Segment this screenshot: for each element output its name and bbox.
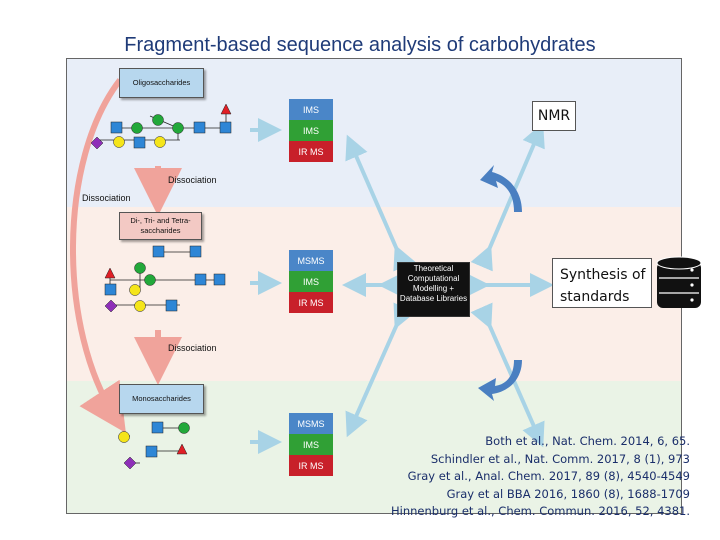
theory-arrow-down bbox=[350, 322, 398, 430]
reference-1: Both et al., Nat. Chem. 2014, 6, 65. bbox=[485, 434, 690, 448]
method-ims-mid: IMS bbox=[289, 271, 333, 292]
dissociation-label-1: Dissociation bbox=[168, 175, 217, 185]
method-ims-top-1: IMS bbox=[289, 99, 333, 120]
stage-monosaccharides-label: Monosaccharides bbox=[132, 394, 191, 403]
dissociation-label-left: Dissociation bbox=[82, 193, 131, 203]
synthesis-label: Synthesis of standards bbox=[560, 267, 646, 305]
stage-monosaccharides bbox=[119, 384, 204, 414]
reference-2: Schindler et al., Nat. Comm. 2017, 8 (1), 973 bbox=[430, 451, 690, 466]
references bbox=[391, 433, 690, 521]
reference-5: Hinnenburg et al., Chem. Commun. 2016, 52, 4381. bbox=[390, 504, 690, 519]
dissociation-label-2: Dissociation bbox=[168, 343, 217, 353]
method-msms-mid: MSMS bbox=[289, 250, 333, 271]
nmr-callout: NMR bbox=[532, 101, 576, 131]
stage-oligosaccharides bbox=[119, 68, 204, 98]
synthesis-curved-arrow bbox=[478, 360, 522, 401]
synthesis-callout bbox=[552, 258, 652, 308]
stage-ditri-saccharides-label: Di-, Tri- and Tetra-saccharides bbox=[130, 216, 191, 235]
method-irms-mid: IR MS bbox=[289, 292, 333, 313]
method-msms-bottom: MSMS bbox=[289, 413, 333, 434]
stage-ditri-saccharides bbox=[119, 212, 202, 240]
oligosaccharide-structure bbox=[91, 104, 231, 149]
reference-4: Gray et al BBA 2016, 1860 (8), 1688-1709 bbox=[446, 486, 690, 501]
reference-3: Gray et al., Anal. Chem. 2017, 89 (8), 4540-4549 bbox=[407, 469, 690, 484]
method-irms-bottom: IR MS bbox=[289, 455, 333, 476]
theory-arrow-up bbox=[350, 142, 398, 252]
method-ims-top-2: IMS bbox=[289, 120, 333, 141]
monosaccharide-structures bbox=[119, 422, 190, 469]
method-ims-bottom: IMS bbox=[289, 434, 333, 455]
method-irms-top: IR MS bbox=[289, 141, 333, 162]
stage-oligosaccharides-label: Oligosaccharides bbox=[132, 78, 191, 87]
theory-box: Theoretical Computational Modelling + Database Libraries bbox=[397, 262, 470, 317]
page-title: Fragment-based sequence analysis of carbohydrates bbox=[124, 34, 596, 56]
database-icon bbox=[657, 257, 701, 308]
ditri-saccharide-structures bbox=[105, 246, 225, 312]
